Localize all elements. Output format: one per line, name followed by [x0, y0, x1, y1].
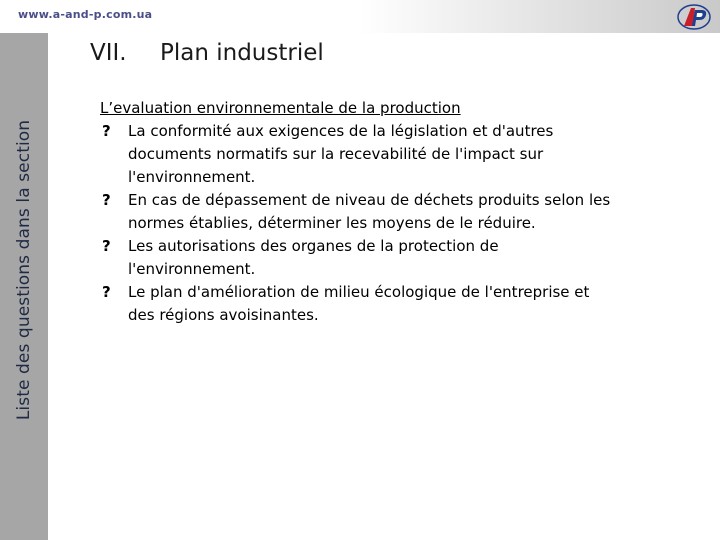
bullet-marker: ?	[102, 122, 111, 140]
list-item	[100, 120, 620, 189]
page-title	[90, 40, 324, 66]
list-item-text: En cas de dépassement de niveau de déchets produits selon les normes établies, déterminer les moyens de le réduire.	[128, 191, 611, 232]
list-item-text: La conformité aux exigences de la législation et d'autres documents normatifs sur la recevabilité de l'impact sur l'environnement.	[128, 122, 554, 186]
company-logo[interactable]	[676, 2, 712, 32]
bullet-marker: ?	[102, 191, 111, 209]
subheading: L’evaluation environnementale de la production	[100, 99, 461, 117]
bullet-marker: ?	[102, 237, 111, 255]
sidebar-title-text: Liste des questions dans la section	[14, 119, 34, 421]
bullet-list	[100, 120, 620, 327]
slide-content	[100, 97, 620, 327]
list-item-text: Le plan d'amélioration de milieu écologique de l'entreprise et des régions avoisinantes.	[128, 283, 590, 324]
header-bar	[0, 0, 720, 33]
section-title: Plan industriel	[160, 40, 324, 66]
sidebar-title	[10, 56, 38, 484]
section-number: VII.	[90, 40, 127, 66]
list-item	[100, 189, 620, 235]
list-item-text: Les autorisations des organes de la protection de l'environnement.	[128, 237, 499, 278]
site-url-link[interactable]: www.a-and-p.com.ua	[18, 8, 153, 21]
bullet-marker: ?	[102, 283, 111, 301]
list-item	[100, 281, 620, 327]
list-item	[100, 235, 620, 281]
